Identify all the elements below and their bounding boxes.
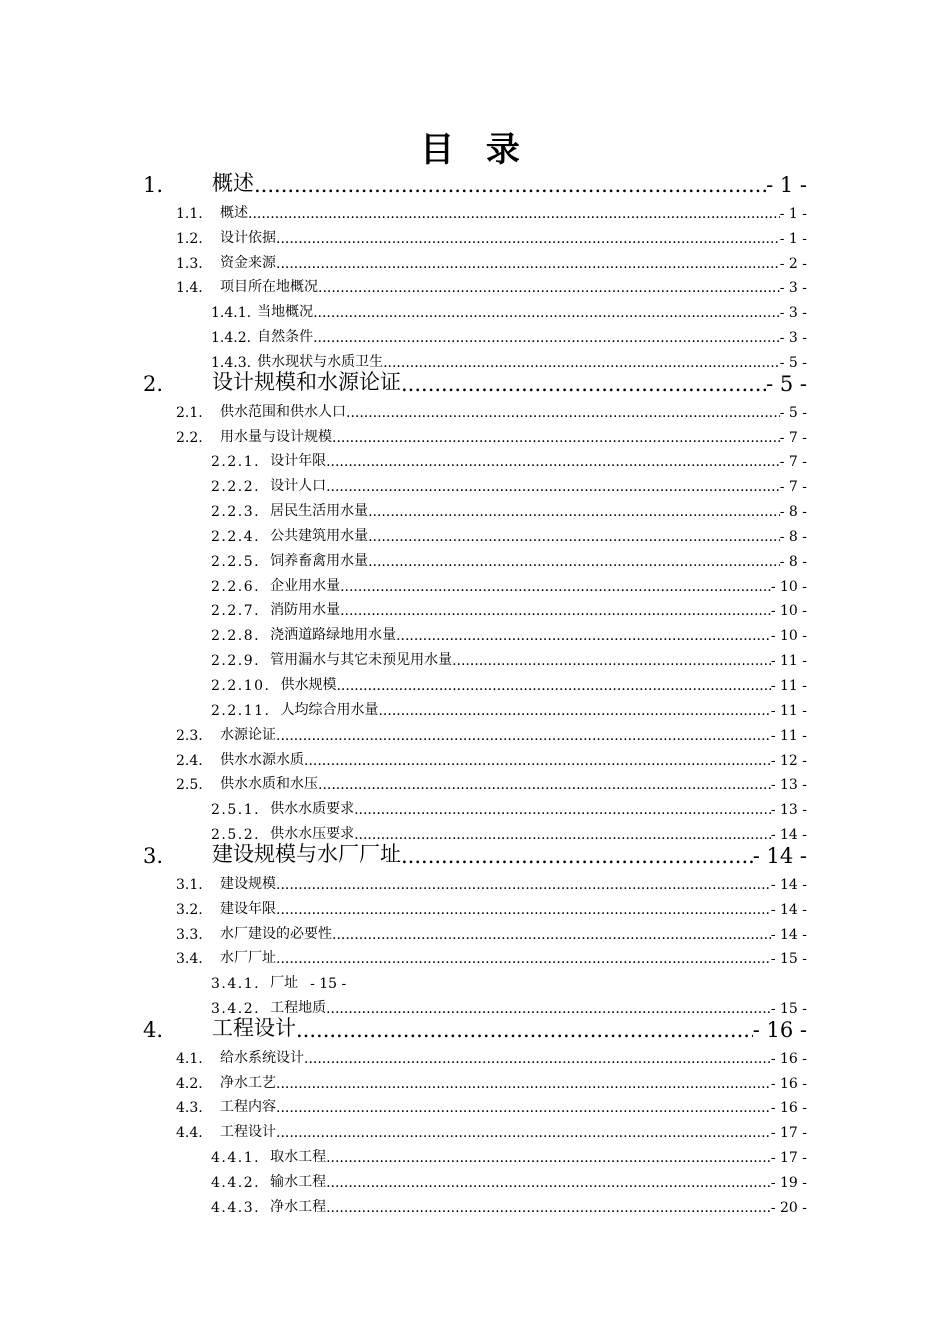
toc-entry-level1[interactable] (143, 842, 807, 868)
toc-entry-title: 居民生活用水量 (270, 503, 369, 520)
toc-entry-number: 2.2.11. (211, 702, 271, 719)
toc-entry-level2[interactable] (176, 1045, 807, 1067)
toc-entry-title: 概述 (220, 204, 248, 221)
toc-entry-number: 2.2.5. (211, 553, 261, 570)
toc-entry-page: - 11 - (770, 727, 807, 744)
toc-entry-page: - 5 - (766, 371, 807, 396)
toc-entry-number: 4. (143, 1017, 164, 1042)
toc-entry-number: 1.4.2. (211, 330, 252, 347)
toc-entry-page: - 12 - (770, 752, 807, 769)
toc-dot-leader (318, 777, 771, 793)
toc-entry-level1[interactable] (143, 171, 807, 197)
toc-dot-leader (354, 802, 771, 818)
toc-entry-level1[interactable] (143, 1016, 807, 1042)
toc-entry-number: 4.4.2. (211, 1175, 261, 1191)
toc-entry-number: 3. (143, 843, 164, 868)
toc-entry-number: 2.2.6. (211, 578, 261, 595)
toc-entry-page: - 3 - (779, 330, 807, 347)
toc-entry-page: - 15 - (770, 1001, 807, 1018)
toc-entry-level3[interactable] (211, 324, 807, 346)
toc-dot-leader (254, 173, 766, 197)
toc-entry-number: 2.2.3. (211, 504, 261, 521)
toc-entry-level3[interactable] (211, 622, 807, 644)
toc-entry-page: - 5 - (779, 354, 807, 371)
toc-entry-level2[interactable] (176, 399, 807, 421)
toc-dot-leader (276, 231, 780, 247)
toc-dot-leader (318, 280, 780, 296)
toc-entry-number: 2.1. (176, 404, 203, 421)
toc-entry-number: 2.2.1. (211, 454, 261, 471)
toc-entry-title: 供水水质要求 (270, 801, 355, 818)
toc-dot-leader (332, 430, 780, 446)
toc-entry-page: - 15 - (770, 951, 807, 968)
toc-entry-number: 2.2.2. (211, 479, 261, 496)
toc-entry-number: 1. (143, 173, 164, 197)
toc-dot-leader (401, 372, 766, 396)
toc-entry-title: 水厂建设的必要性 (220, 925, 332, 942)
toc-entry-page: - 11 - (770, 653, 807, 670)
toc-entry-level2[interactable] (176, 1119, 807, 1141)
toc-entry-level2[interactable] (176, 945, 807, 967)
toc-dot-leader (340, 603, 771, 619)
toc-entry-level3[interactable] (211, 970, 807, 992)
toc-entry-page: - 3 - (779, 305, 807, 322)
toc-entry-number: 3.2. (176, 901, 203, 918)
toc-entry-page: - 1 - (779, 230, 807, 247)
toc-entry-page: - 15 - (310, 976, 347, 993)
toc-dot-leader (296, 1018, 753, 1042)
toc-entry-page: - 19 - (770, 1175, 807, 1191)
toc-entry-title: 项目所在地概况 (220, 279, 318, 296)
toc-entry-level3[interactable] (211, 548, 807, 570)
toc-entry-number: 1.3. (176, 255, 203, 272)
toc-entry-number: 3.3. (176, 926, 203, 943)
toc-entry-number: 2.5. (176, 777, 203, 794)
toc-entry-level3[interactable] (211, 995, 807, 1017)
toc-entry-page: - 7 - (779, 454, 807, 471)
toc-entry-page: - 5 - (779, 404, 807, 421)
toc-entry-title: 饲养畜禽用水量 (270, 552, 369, 569)
toc-entry-number: 3.4. (176, 951, 203, 968)
toc-entry-level1[interactable] (143, 370, 807, 396)
toc-entry-title: 设计依据 (220, 229, 276, 246)
toc-entry-number: 3.4.2. (211, 1001, 261, 1018)
toc-dot-leader (332, 927, 771, 943)
toc-entry-level3[interactable] (211, 1144, 807, 1166)
toc-entry-page: - 14 - (770, 827, 807, 844)
toc-entry-title: 企业用水量 (270, 577, 341, 594)
toc-entry-level3[interactable] (211, 473, 807, 495)
toc-dot-leader (368, 529, 780, 545)
toc-entry-title: 建设规模与水厂厂址 (212, 841, 401, 866)
toc-entry-number: 4.2. (176, 1075, 203, 1092)
toc-dot-leader (276, 728, 771, 744)
toc-dot-leader (276, 877, 771, 893)
toc-dot-leader (313, 330, 780, 346)
toc-entry-level3[interactable] (211, 821, 807, 843)
toc-entry-title: 供水规模 (280, 677, 337, 693)
toc-dot-leader (326, 479, 780, 495)
toc-entry-number: 2.4. (176, 752, 203, 769)
toc-entry-level3[interactable] (211, 299, 807, 321)
toc-entry-level3[interactable] (211, 672, 807, 694)
toc-entry-title: 净水工程 (270, 1198, 327, 1215)
toc-entry-title: 水源论证 (220, 726, 276, 743)
toc-entry-number: 2.5.2. (211, 827, 261, 844)
toc-entry-title: 供水范围和供水人口 (220, 403, 346, 420)
toc-entry-number: 1.2. (176, 230, 203, 247)
toc-entry-level2[interactable] (176, 722, 807, 744)
toc-entry-level2[interactable] (176, 771, 807, 793)
toc-entry-title: 设计年限 (270, 453, 327, 470)
toc-entry-number: 2.2.9. (211, 653, 261, 670)
toc-entry-title: 用水量与设计规模 (220, 428, 332, 445)
toc-entry-number: 2.2.7. (211, 603, 261, 620)
toc-entry-title: 资金来源 (220, 254, 276, 271)
toc-dot-leader (326, 454, 780, 470)
toc-entry-page: - 10 - (770, 578, 807, 595)
toc-dot-leader (326, 1175, 771, 1191)
toc-entry-number: 3.1. (176, 876, 203, 893)
toc-entry-number: 2.3. (176, 727, 203, 744)
toc-entry-number: 2. (143, 371, 164, 396)
toc-dot-leader (326, 1001, 771, 1017)
toc-dot-leader (276, 1125, 771, 1141)
toc-dot-leader (340, 579, 771, 595)
toc-entry-title: 输水工程 (270, 1174, 327, 1190)
toc-entry-number: 1.1. (176, 205, 203, 222)
toc-entry-number: 4.4. (176, 1125, 203, 1142)
toc-entry-level2[interactable] (176, 200, 807, 222)
toc-entry-number: 4.1. (176, 1050, 203, 1067)
toc-entry-title: 人均综合用水量 (280, 701, 379, 718)
toc-entry-title: 净水工艺 (220, 1074, 276, 1091)
toc-entry-level2[interactable] (176, 424, 807, 446)
toc-entry-level3[interactable] (211, 573, 807, 595)
toc-entry-number: 1.4.1. (211, 305, 252, 322)
toc-entry-title: 供水水源水质 (220, 751, 304, 768)
toc-entry-page: - 17 - (770, 1125, 807, 1142)
toc-entry-level3[interactable] (211, 597, 807, 619)
toc-dot-leader (401, 844, 753, 868)
toc-entry-number: 2.2. (176, 429, 203, 446)
toc-entry-number: 4.4.1. (211, 1150, 261, 1167)
toc-dot-leader (313, 305, 780, 321)
toc-entry-level3[interactable] (211, 1169, 807, 1191)
toc-dot-leader (276, 902, 771, 918)
toc-entry-number: 2.2.4. (211, 528, 261, 545)
toc-entry-page: - 14 - (770, 901, 807, 918)
toc-entry-page: - 14 - (770, 926, 807, 943)
toc-entry-page: - 7 - (779, 479, 807, 496)
toc-dot-leader (276, 951, 771, 967)
toc-entry-page: - 14 - (770, 876, 807, 893)
toc-entry-number: 1.4. (176, 280, 203, 297)
toc-entry-page: - 11 - (770, 678, 807, 694)
toc-entry-level2[interactable] (176, 250, 807, 272)
toc-dot-leader (276, 1100, 771, 1116)
toc-entry-page: - 13 - (770, 802, 807, 819)
toc-dot-leader (304, 1051, 771, 1067)
toc-entry-title: 当地概况 (257, 304, 314, 321)
toc-entry-title: 工程内容 (220, 1099, 276, 1116)
toc-entry-page: - 14 - (752, 843, 807, 868)
toc-entry-level3[interactable] (211, 697, 807, 719)
toc-entry-page: - 20 - (770, 1199, 807, 1216)
toc-dot-leader (396, 628, 771, 644)
toc-entry-number: 3.4.1. (211, 976, 261, 993)
toc-entry-title: 工程地质 (270, 1000, 327, 1017)
toc-entry-page: - 1 - (766, 173, 807, 197)
toc-entry-page: - 17 - (770, 1150, 807, 1167)
toc-entry-title: 设计规模和水源论证 (212, 369, 401, 394)
toc-entry-level2[interactable] (176, 747, 807, 769)
toc-entry-page: - 16 - (770, 1100, 807, 1117)
toc-entry-page: - 16 - (770, 1050, 807, 1067)
toc-entry-page: - 13 - (770, 777, 807, 794)
page-title: 目 录 (420, 130, 530, 170)
toc-entry-page: - 16 - (770, 1075, 807, 1092)
toc-entry-page: - 10 - (770, 628, 807, 645)
toc-entry-number: 2.2.10. (211, 678, 271, 694)
toc-dot-leader (368, 504, 780, 520)
toc-entry-level2[interactable] (176, 871, 807, 893)
toc-entry-title: 厂址 (270, 975, 299, 992)
toc-dot-leader (276, 1076, 771, 1092)
toc-entry-level3[interactable] (211, 796, 807, 818)
toc-entry-title: 取水工程 (270, 1149, 327, 1166)
toc-dot-leader (368, 554, 780, 570)
toc-entry-title: 供水水质和水压 (220, 776, 318, 793)
toc-entry-level3[interactable] (211, 498, 807, 520)
toc-entry-page: - 8 - (779, 504, 807, 521)
toc-entry-title: 概述 (212, 171, 254, 195)
toc-entry-page: - 2 - (779, 255, 807, 272)
toc-entry-level2[interactable] (176, 274, 807, 296)
toc-entry-title: 给水系统设计 (220, 1049, 304, 1066)
toc-entry-level2[interactable] (176, 225, 807, 247)
toc-dot-leader (452, 653, 771, 669)
toc-entry-title: 工程设计 (220, 1124, 276, 1141)
toc-entry-level3[interactable] (211, 523, 807, 545)
toc-entry-title: 水厂厂址 (220, 950, 276, 967)
toc-dot-leader (354, 827, 771, 843)
toc-dot-leader (326, 1150, 771, 1166)
toc-dot-leader (336, 678, 770, 694)
toc-dot-leader (326, 1200, 771, 1216)
toc-entry-level3[interactable] (211, 647, 807, 669)
toc-entry-level2[interactable] (176, 1094, 807, 1116)
toc-entry-level3[interactable] (211, 1194, 807, 1216)
toc-entry-page: - 8 - (779, 528, 807, 545)
toc-entry-page: - 8 - (779, 553, 807, 570)
toc-entry-page: - 11 - (770, 702, 807, 719)
toc-dot-leader (383, 355, 780, 371)
toc-entry-title: 消防用水量 (270, 602, 341, 619)
toc-dot-leader (248, 206, 780, 222)
toc-entry-title: 供水现状与水质卫生 (257, 353, 384, 370)
toc-entry-level2[interactable] (176, 896, 807, 918)
toc-entry-title: 供水水压要求 (270, 826, 355, 843)
toc-entry-number: 2.2.8. (211, 628, 261, 645)
toc-dot-leader (276, 256, 780, 272)
toc-entry-title: 建设年限 (220, 900, 276, 917)
toc-entry-level3[interactable] (211, 349, 807, 371)
toc-entry-number: 1.4.3. (211, 354, 252, 371)
toc-entry-title: 自然条件 (257, 329, 314, 346)
toc-entry-number: 4.4.3. (211, 1199, 261, 1216)
toc-entry-page: - 10 - (770, 603, 807, 620)
toc-entry-level2[interactable] (176, 921, 807, 943)
toc-entry-level2[interactable] (176, 1070, 807, 1092)
toc-entry-level3[interactable] (211, 448, 807, 470)
toc-entry-title: 管用漏水与其它未预见用水量 (270, 652, 453, 669)
toc-entry-title: 工程设计 (212, 1015, 296, 1040)
toc-entry-number: 4.3. (176, 1100, 203, 1117)
toc-entry-title: 公共建筑用水量 (270, 527, 369, 544)
toc-entry-page: - 1 - (779, 205, 807, 222)
toc-dot-leader (346, 405, 780, 421)
toc-entry-title: 建设规模 (220, 875, 276, 892)
toc-entry-number: 2.5.1. (211, 802, 261, 819)
toc-entry-title: 设计人口 (270, 478, 327, 495)
toc-entry-page: - 3 - (779, 280, 807, 297)
toc-entry-page: - 7 - (779, 429, 807, 446)
toc-entry-page: - 16 - (752, 1017, 807, 1042)
toc-entry-title: 浇洒道路绿地用水量 (270, 627, 397, 644)
toc-dot-leader (304, 753, 771, 769)
toc-dot-leader (378, 703, 770, 719)
